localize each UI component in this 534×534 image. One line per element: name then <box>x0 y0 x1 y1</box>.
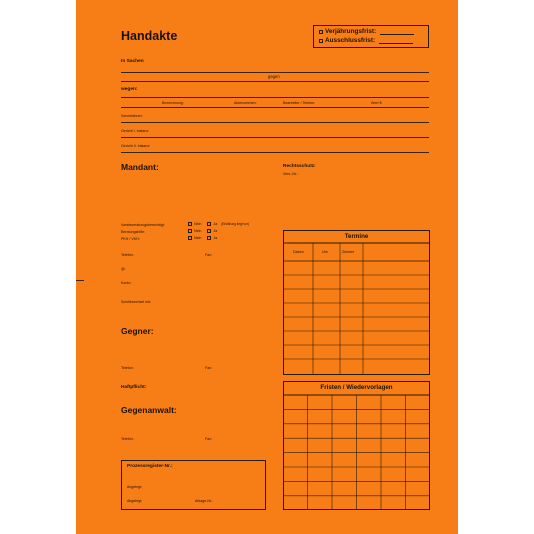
wegen-line[interactable] <box>121 97 429 98</box>
pkh-nein-checkbox[interactable] <box>188 236 192 240</box>
beratungshilfe-options <box>188 229 217 233</box>
haftpflicht-label: Haftpflicht: <box>121 385 147 390</box>
deadline-box <box>313 25 429 48</box>
gericht1-line[interactable] <box>121 137 429 138</box>
ja-label: Ja <box>213 222 218 226</box>
termine-heading: Termine <box>344 233 369 240</box>
gegner-heading: Gegner: <box>121 326 154 336</box>
erklaerung-note: (Erklärung liegt vor) <box>221 222 250 226</box>
prozessregister-label: Prozessregister-Nr.: <box>127 464 173 469</box>
in-sachen-label: In Sachen <box>121 59 144 64</box>
mandant-konto-label: Konto: <box>121 281 132 285</box>
ja-label: Ja <box>213 229 218 233</box>
beratungshilfe-ja-checkbox[interactable] <box>207 229 211 233</box>
fristen-heading: Fristen / Wiedervorlagen <box>320 384 393 391</box>
prozessregister-box <box>121 460 266 510</box>
wegen-bottom-line <box>121 107 429 108</box>
bearbeiter-label: Bearbeiter / Telefon: <box>283 101 316 105</box>
aktenzeichen-label: Aktenzeichen: <box>234 101 257 105</box>
in-sachen-line[interactable] <box>121 72 429 73</box>
mandant-fax-label: Fax: <box>205 253 212 257</box>
fristen-table <box>283 381 430 510</box>
gegenanwalt-fax-label: Fax: <box>205 437 212 441</box>
punch-mark <box>76 280 84 281</box>
vorsteuer-nein-checkbox[interactable] <box>188 222 192 226</box>
gegen-line[interactable] <box>121 81 429 82</box>
vorsteuer-options <box>188 222 249 226</box>
verjaehrungsfrist-checkbox[interactable] <box>319 30 323 34</box>
vorverfahren-label: Vorverfahren: <box>121 114 143 118</box>
gericht2-line[interactable] <box>121 152 429 153</box>
vorsteuer-label: Vorsteuerabzugsberechtigt: <box>121 223 165 227</box>
gegenanwalt-heading: Gegenanwalt: <box>121 405 177 415</box>
termine-col-datum: Datum <box>293 250 304 254</box>
beratungshilfe-label: Beratungshilfe: <box>121 230 145 234</box>
schriftwechsel-label: Schriftwechsel mit: <box>121 300 151 304</box>
page-title: Handakte <box>121 29 178 43</box>
vorverfahren-line[interactable] <box>121 122 429 123</box>
pkh-label: PKH / VKH: <box>121 237 140 241</box>
vers-nr-label: Vers.-Nr.: <box>283 172 298 176</box>
mandant-email-label: @: <box>121 267 126 271</box>
mandant-heading: Mandant: <box>121 162 159 172</box>
gegenanwalt-telefon-label: Telefon: <box>121 437 134 441</box>
bezeichnung-label: Bezeichnung: <box>162 101 184 105</box>
gegen-label: gegen <box>268 74 280 79</box>
pkh-ja-checkbox[interactable] <box>207 236 211 240</box>
termine-col-zimmer: Zimmer <box>342 250 355 254</box>
rechtsschutz-label: Rechtsschutz: <box>283 164 316 169</box>
termine-table <box>283 230 430 375</box>
verjaehrungsfrist-label: Verjährungsfrist: <box>325 28 377 35</box>
ausschlussfrist-label: Ausschlussfrist: <box>325 37 376 44</box>
wegen-label: wegen: <box>121 87 138 92</box>
wert-label: Wert €: <box>371 101 383 105</box>
gericht1-label: Gericht I. Instanz: <box>121 129 150 133</box>
abgelegt-label: Abgelegt: <box>127 499 143 503</box>
ausschlussfrist-row[interactable] <box>319 37 413 44</box>
nein-label: Nein <box>194 236 202 240</box>
gegner-fax-label: Fax: <box>205 366 212 370</box>
mandant-telefon-label: Telefon: <box>121 253 134 257</box>
nein-label: Nein <box>194 222 202 226</box>
gegner-telefon-label: Telefon: <box>121 366 134 370</box>
ablage-nr-label: Ablage-Nr.: <box>195 499 213 503</box>
termine-col-uhr: Uhr <box>322 250 328 254</box>
ausschlussfrist-checkbox[interactable] <box>319 39 323 43</box>
ja-label: Ja <box>213 236 218 240</box>
termine-frame <box>284 231 430 375</box>
ausschlussfrist-field[interactable] <box>379 43 413 44</box>
verjaehrungsfrist-row[interactable] <box>319 28 414 35</box>
vorsteuer-ja-checkbox[interactable] <box>207 222 211 226</box>
verjaehrungsfrist-field[interactable] <box>380 34 414 35</box>
beratungshilfe-nein-checkbox[interactable] <box>188 229 192 233</box>
gericht2-label: Gericht II. Instanz: <box>121 144 151 148</box>
angelegt-label: Angelegt: <box>127 485 143 489</box>
nein-label: Nein <box>194 229 202 233</box>
pkh-options <box>188 236 217 240</box>
